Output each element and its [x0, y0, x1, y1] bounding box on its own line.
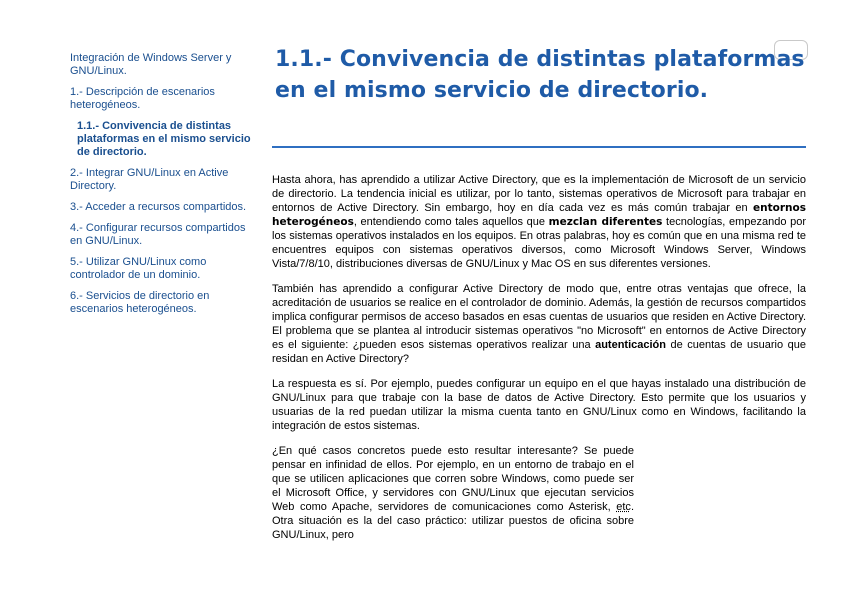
highlight-autenticacion: autenticación: [595, 339, 666, 351]
title-divider: [272, 146, 806, 148]
text: , entendiendo como tales aquellos que: [353, 216, 549, 228]
main-content: [272, 173, 806, 553]
paragraph-1: [272, 173, 806, 271]
toc-item-4[interactable]: 4.- Configurar recursos compartidos en GNU/Linux.: [70, 222, 246, 247]
page-title: 1.1.- Convivencia de distintas plataformas en el mismo servicio de directorio.: [275, 47, 805, 103]
table-of-contents: [70, 52, 252, 324]
highlight-entornos-heterogeneos: entornos heterogéneos: [272, 202, 806, 228]
toc-item-1[interactable]: 1.- Descripción de escenarios heterogéneos.: [70, 86, 215, 111]
paragraph-3: La respuesta es sí. Por ejemplo, puedes configurar un equipo en el que hayas instalado una distribución de GNU/Linux para que trabaje con la base de datos de Active Directory. Esto permite que los usuarios y usuarias de la red puedan utilizar la misma cuenta tanto en GNU/Linux como en Windows, facilitando la integración de estos sistemas.: [272, 378, 806, 432]
toc-item-2[interactable]: 2.- Integrar GNU/Linux en Active Directory.: [70, 167, 229, 192]
text: de cuentas de usuario que residan en Active Directory?: [272, 339, 806, 365]
abbr-etc[interactable]: etc: [616, 501, 631, 513]
text: También has aprendido a configurar Active Directory de modo que, entre otras ventajas que ofrece, la acreditación de usuarios se realice en el controlador de dominio. Además, la gestión de recursos compartidos implica configurar permisos de acceso basados en esas cuentas de usuarios que residen en Active Directory. El problema que se plantea al introducir sistemas operativos "no Microsoft" en entornos de Active Directory es el siguiente: ¿pueden esos sistemas operativos realizar una: [272, 283, 806, 351]
toc-item-5[interactable]: 5.- Utilizar GNU/Linux como controlador de un dominio.: [70, 256, 207, 281]
text: ¿En qué casos concretos puede esto resultar interesante? Se puede pensar en infinidad de ellos. Por ejemplo, en un entorno de trabajo en el que se utilicen aplicaciones que corren sobre Windows, como puede ser el Microsoft Office, y servidores con GNU/Linux que ejecutan servicios Web como Apache, servidores de comunicaciones como Asterisk,: [272, 445, 634, 513]
text: Hasta ahora, has aprendido a utilizar Active Directory, que es la implementación de Microsoft de un servicio de directorio. La tendencia inicial es utilizar, por lo tanto, sistemas operativos de Microsoft para trabajar en entornos de Active Directory. Sin embargo, hoy en día cada vez es más común trabajar en: [272, 174, 806, 214]
highlight-mezclan-diferentes: mezclan diferentes: [548, 216, 663, 228]
text: tecnologías, empezando por los sistemas operativos instalados en los equipos. En otras palabras, hoy es común que en una misma red te encuentres equipos con sistemas operativos diversos, como Microsoft Windows Server, Windows Vista/7/8/10, distribuciones diversas de GNU/Linux y Mac OS en sus diferentes versiones.: [272, 216, 807, 270]
paragraph-2: [272, 282, 806, 366]
toc-item-1-1-current[interactable]: 1.1.- Convivencia de distintas plataformas en el mismo servicio de directorio.: [77, 120, 251, 158]
text: . Otra situación es la del caso práctico: utilizar puestos de oficina sobre GNU/Linux, pero: [272, 501, 634, 541]
toc-item-6[interactable]: 6.- Servicios de directorio en escenarios heterogéneos.: [70, 290, 210, 315]
toc-item-3[interactable]: 3.- Acceder a recursos compartidos.: [70, 201, 247, 213]
toc-item-integracion[interactable]: Integración de Windows Server y GNU/Linux.: [70, 52, 232, 77]
paragraph-4: [272, 444, 634, 542]
